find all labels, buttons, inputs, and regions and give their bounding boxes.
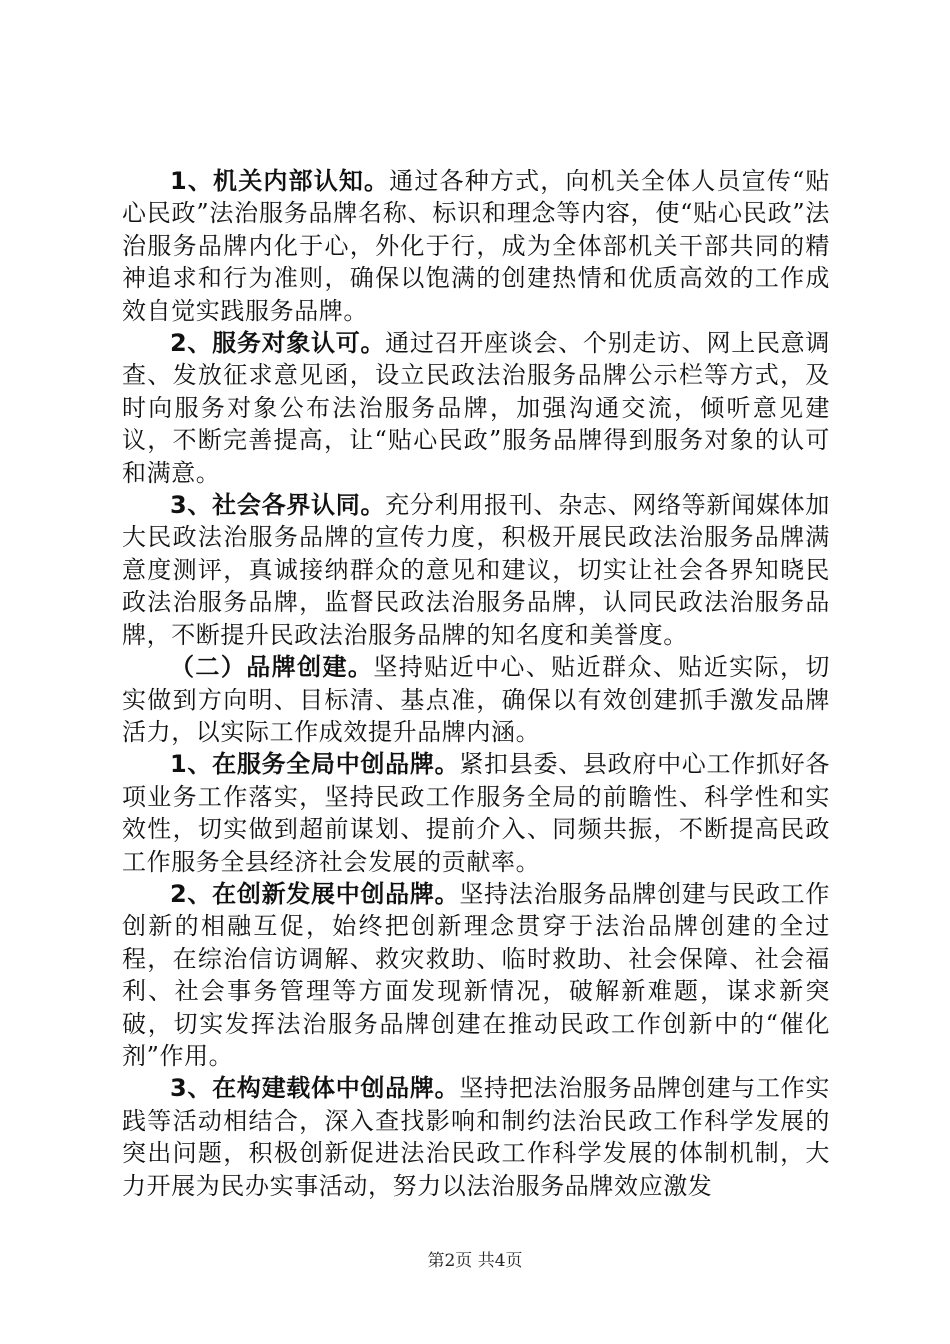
paragraph-heading: 2、服务对象认可。 <box>170 329 386 358</box>
paragraph-text: 充分利用报刊、杂志、网络等新闻媒体加大民政法治服务品牌的宣传力度，积极开展民政法治服务品牌满意度测评，真诚接纳群众的意见和建议，切实让社会各界知晓民政法治服务品牌，监督民政法治服务品牌，认同民政法治服务品牌，不断提升民政法治服务品牌的知名度和美誉度。 <box>122 491 830 649</box>
paragraph-text: 通过各种方式，向机关全体人员宣传“贴心民政”法治服务品牌名称、标识和理念等内容，使“贴心民政”法治服务品牌内化于心，外化于行，成为全体部机关干部共同的精神追求和行为准则，确保以饱满的创建热情和优质高效的工作成效自觉实践服务品牌。 <box>122 167 830 325</box>
paragraph-2 <box>122 327 830 489</box>
paragraph-text: 紧扣县委、县政府中心工作抓好各项业务工作落实，坚持民政工作服务全局的前瞻性、科学性和实效性，切实做到超前谋划、提前介入、同频共振，不断提高民政工作服务全县经济社会发展的贡献率。 <box>122 750 830 876</box>
page-number-footer: 第2页 共4页 <box>427 1251 523 1271</box>
paragraph-heading: 3、社会各界认同。 <box>170 491 386 520</box>
paragraph-4 <box>122 651 830 748</box>
paragraph-heading: 3、在构建载体中创品牌。 <box>170 1074 460 1103</box>
section-heading: （二）品牌创建。 <box>170 653 374 682</box>
paragraph-text: 坚持贴近中心、贴近群众、贴近实际，切实做到方向明、目标清、基点准，确保以有效创建抓手激发品牌活力，以实际工作成效提升品牌内涵。 <box>122 653 830 746</box>
paragraph-6 <box>122 878 830 1072</box>
paragraph-heading: 1、在服务全局中创品牌。 <box>170 750 460 779</box>
paragraph-5 <box>122 748 830 878</box>
paragraph-1 <box>122 165 830 327</box>
paragraph-heading: 1、机关内部认知。 <box>170 167 390 195</box>
paragraph-3 <box>122 489 830 651</box>
paragraph-7 <box>122 1072 830 1202</box>
paragraph-text: 坚持把法治服务品牌创建与工作实践等活动相结合，深入查找影响和制约法治民政工作科学发展的突出问题，积极创新促进法治民政工作科学发展的体制机制，大力开展为民办实事活动，努力以法治服务品牌效应激发 <box>122 1074 830 1200</box>
paragraph-text: 坚持法治服务品牌创建与民政工作创新的相融互促，始终把创新理念贯穿于法治品牌创建的全过程，在综治信访调解、救灾救助、临时救助、社会保障、社会福利、社会事务管理等方面发现新情况，破解新难题，谋求新突破，切实发挥法治服务品牌创建在推动民政工作创新中的“催化剂”作用。 <box>122 879 830 1070</box>
paragraph-heading: 2、在创新发展中创品牌。 <box>170 879 460 908</box>
document-body <box>122 165 830 1202</box>
paragraph-text: 通过召开座谈会、个别走访、网上民意调查、发放征求意见函，设立民政法治服务品牌公示栏等方式，及时向服务对象公布法治服务品牌，加强沟通交流，倾听意见建议，不断完善提高，让“贴心民政”服务品牌得到服务对象的认可和满意。 <box>122 329 830 487</box>
